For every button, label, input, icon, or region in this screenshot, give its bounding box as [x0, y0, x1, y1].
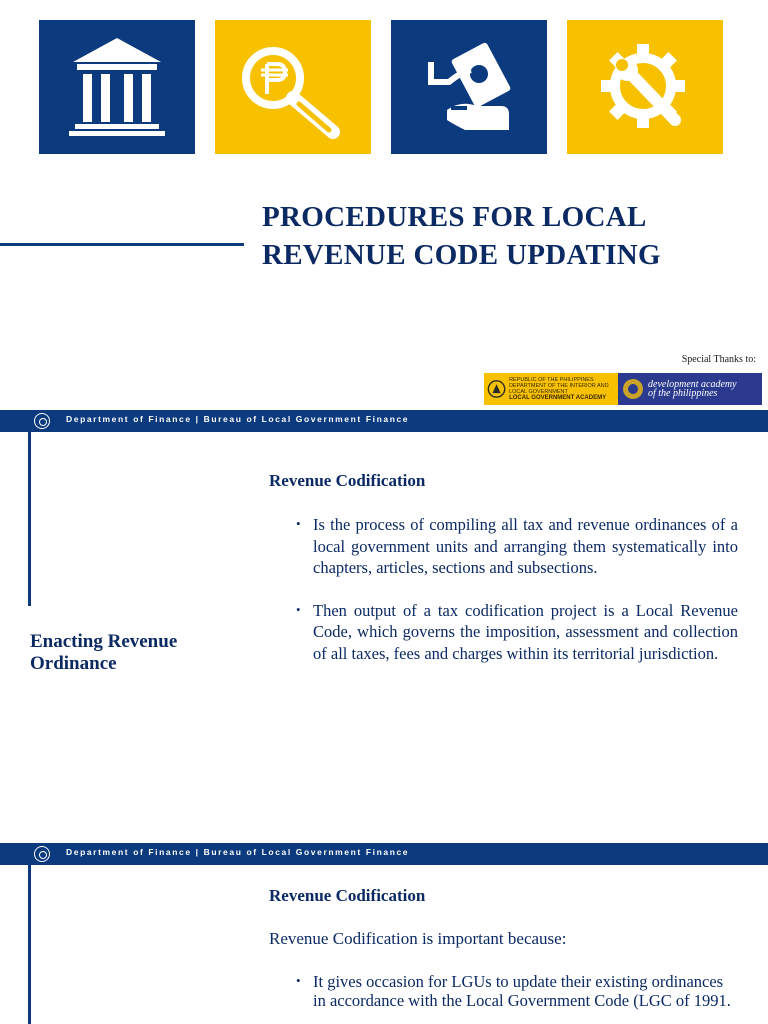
lga-emblem-icon [487, 375, 506, 403]
dap-logo [618, 373, 762, 405]
money-hand-icon [391, 20, 547, 154]
tile-peso-search [215, 20, 371, 154]
dof-seal-icon [34, 413, 50, 429]
peso-magnifier-icon [215, 20, 371, 154]
slide-accent-line [28, 865, 31, 1024]
banner-text: Department of Finance | Bureau of Local Government Finance [66, 414, 410, 424]
page-title [262, 198, 762, 274]
tile-government [39, 20, 195, 154]
slide-accent-line [28, 432, 31, 606]
list-item: • Is the process of compiling all tax and revenue ordinances of a local government units and arranging them systematically into chapters, articles, sections and subsections. [296, 514, 738, 579]
lga-name: LOCAL GOVERNMENT ACADEMY [509, 395, 607, 401]
bullet-list [296, 972, 738, 1010]
government-building-icon [39, 20, 195, 154]
banner-text: Department of Finance | Bureau of Local Government Finance [66, 847, 410, 857]
title-divider [0, 243, 244, 246]
special-thanks-label: Special Thanks to: [681, 354, 756, 365]
section-title: Enacting Revenue Ordinance [30, 631, 178, 674]
dap-emblem-icon [622, 378, 644, 400]
title-line-1: PROCEDURES FOR LOCAL [262, 201, 647, 233]
gear-wrench-icon [567, 20, 723, 154]
title-line-2: REVENUE CODE UPDATING [262, 239, 661, 271]
dap-line-2: of the philippines [648, 388, 718, 399]
dof-banner [0, 410, 768, 432]
intro-text: Revenue Codification is important because: [269, 929, 567, 948]
section-heading: Revenue Codification [269, 471, 426, 490]
lga-top-line: REPUBLIC OF THE PHILIPPINES [509, 377, 594, 383]
list-item: • It gives occasion for LGUs to update their existing ordinances in accordance with the Local Government Code (LGC of 1991. [296, 972, 738, 1010]
dap-line-1: development academy [648, 379, 737, 390]
lga-logo [484, 373, 618, 405]
bullet-list [296, 514, 738, 665]
section-heading: Revenue Codification [269, 886, 426, 905]
partner-logos [484, 373, 762, 405]
tile-money-hand [391, 20, 547, 154]
dof-seal-icon [34, 846, 50, 862]
dof-banner [0, 843, 768, 865]
list-item: • Then output of a tax codification project is a Local Revenue Code, which governs the imposition, assessment and collection of all taxes, fees and charges within its territorial jurisdiction. [296, 600, 738, 665]
tile-gear-wrench [567, 20, 723, 154]
lga-mid-line: DEPARTMENT OF THE INTERIOR AND LOCAL GOVERNMENT [509, 383, 609, 395]
